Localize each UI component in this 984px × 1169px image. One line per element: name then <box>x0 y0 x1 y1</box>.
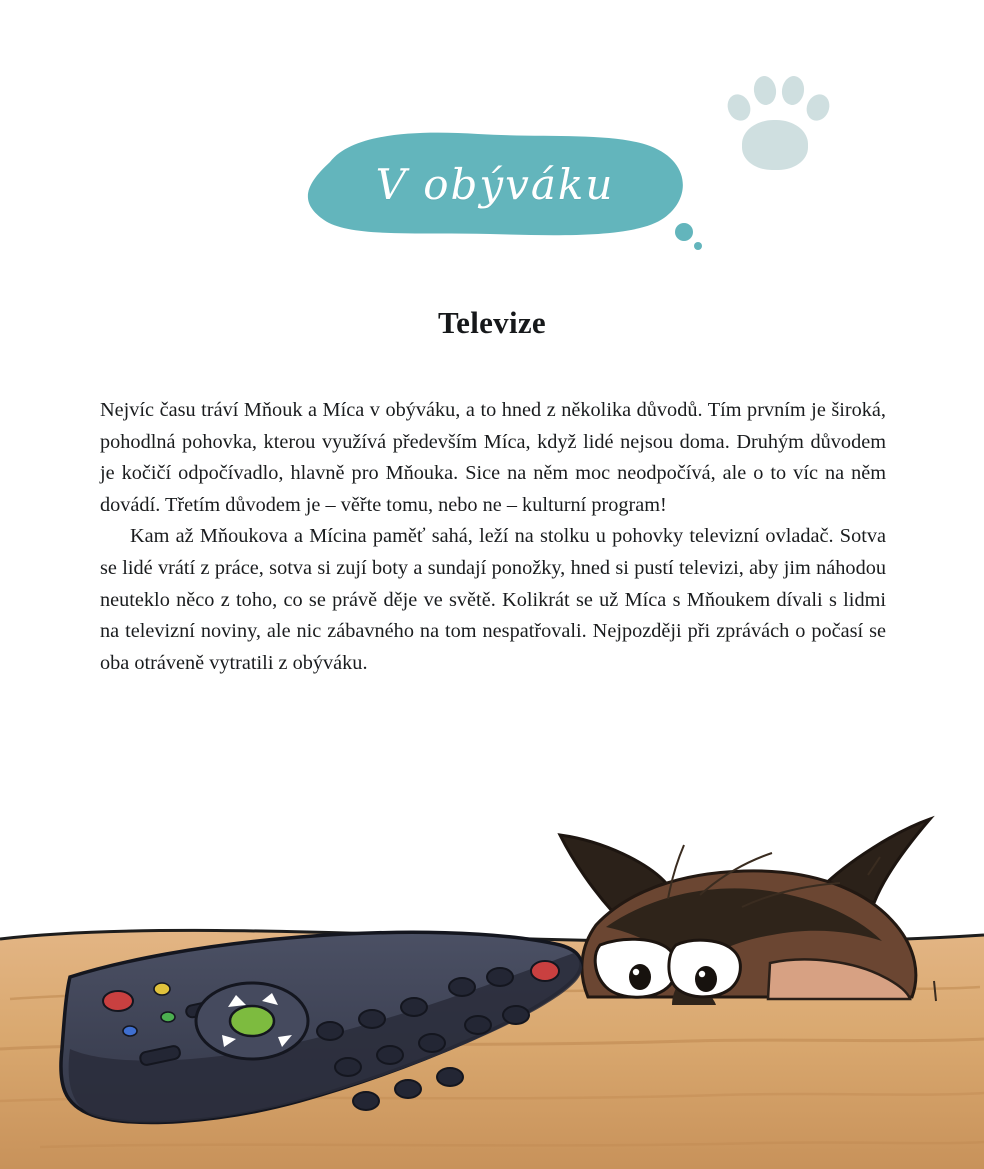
page-title: Televize <box>438 305 546 340</box>
chapter-title: V obýváku <box>375 159 615 209</box>
paw-toe <box>724 91 755 124</box>
illustration-cat-and-remote <box>0 749 984 1169</box>
paragraph: Kam až Mňoukova a Mícina paměť sahá, leží na stolku u pohovky televizní ovladač. Sotva se lidé vrátí z práce, sotva si zují boty a sundají ponožky, hned si pustí televizi, aby jim náhodou neuteklo něco z toho, co se právě děje ve světě. Kolikrát se už Míca s Mňoukem dívali s lidmi na televizní noviny, ale nic zábavného na tom nespatřovali. Nejpozději při zprávách o počasí se oba otráveně vytratili z obýváku. <box>100 525 886 674</box>
paragraph: Nejvíc času tráví Mňouk a Míca v obýváku, a to hned z několika důvodů. Tím prvním je široká, pohodlná pohovka, kterou využívá především Míca, když lidé nejsou doma. Druhým důvodem je kočičí odpočívadlo, hlavně pro Mňouka. Sice na něm moc neodpočívá, ale o to víc na něm dovádí. Třetím důvodem je – věřte tomu, nebo ne – kulturní program! <box>100 399 886 516</box>
paw-toe <box>752 75 778 107</box>
paw-toe <box>780 75 806 107</box>
cat-figure <box>560 819 936 1005</box>
paw-toe <box>803 91 834 124</box>
body-text <box>100 395 886 679</box>
chapter-title-blob <box>292 128 702 250</box>
paw-print-icon <box>722 68 832 168</box>
paw-pad <box>742 120 808 170</box>
